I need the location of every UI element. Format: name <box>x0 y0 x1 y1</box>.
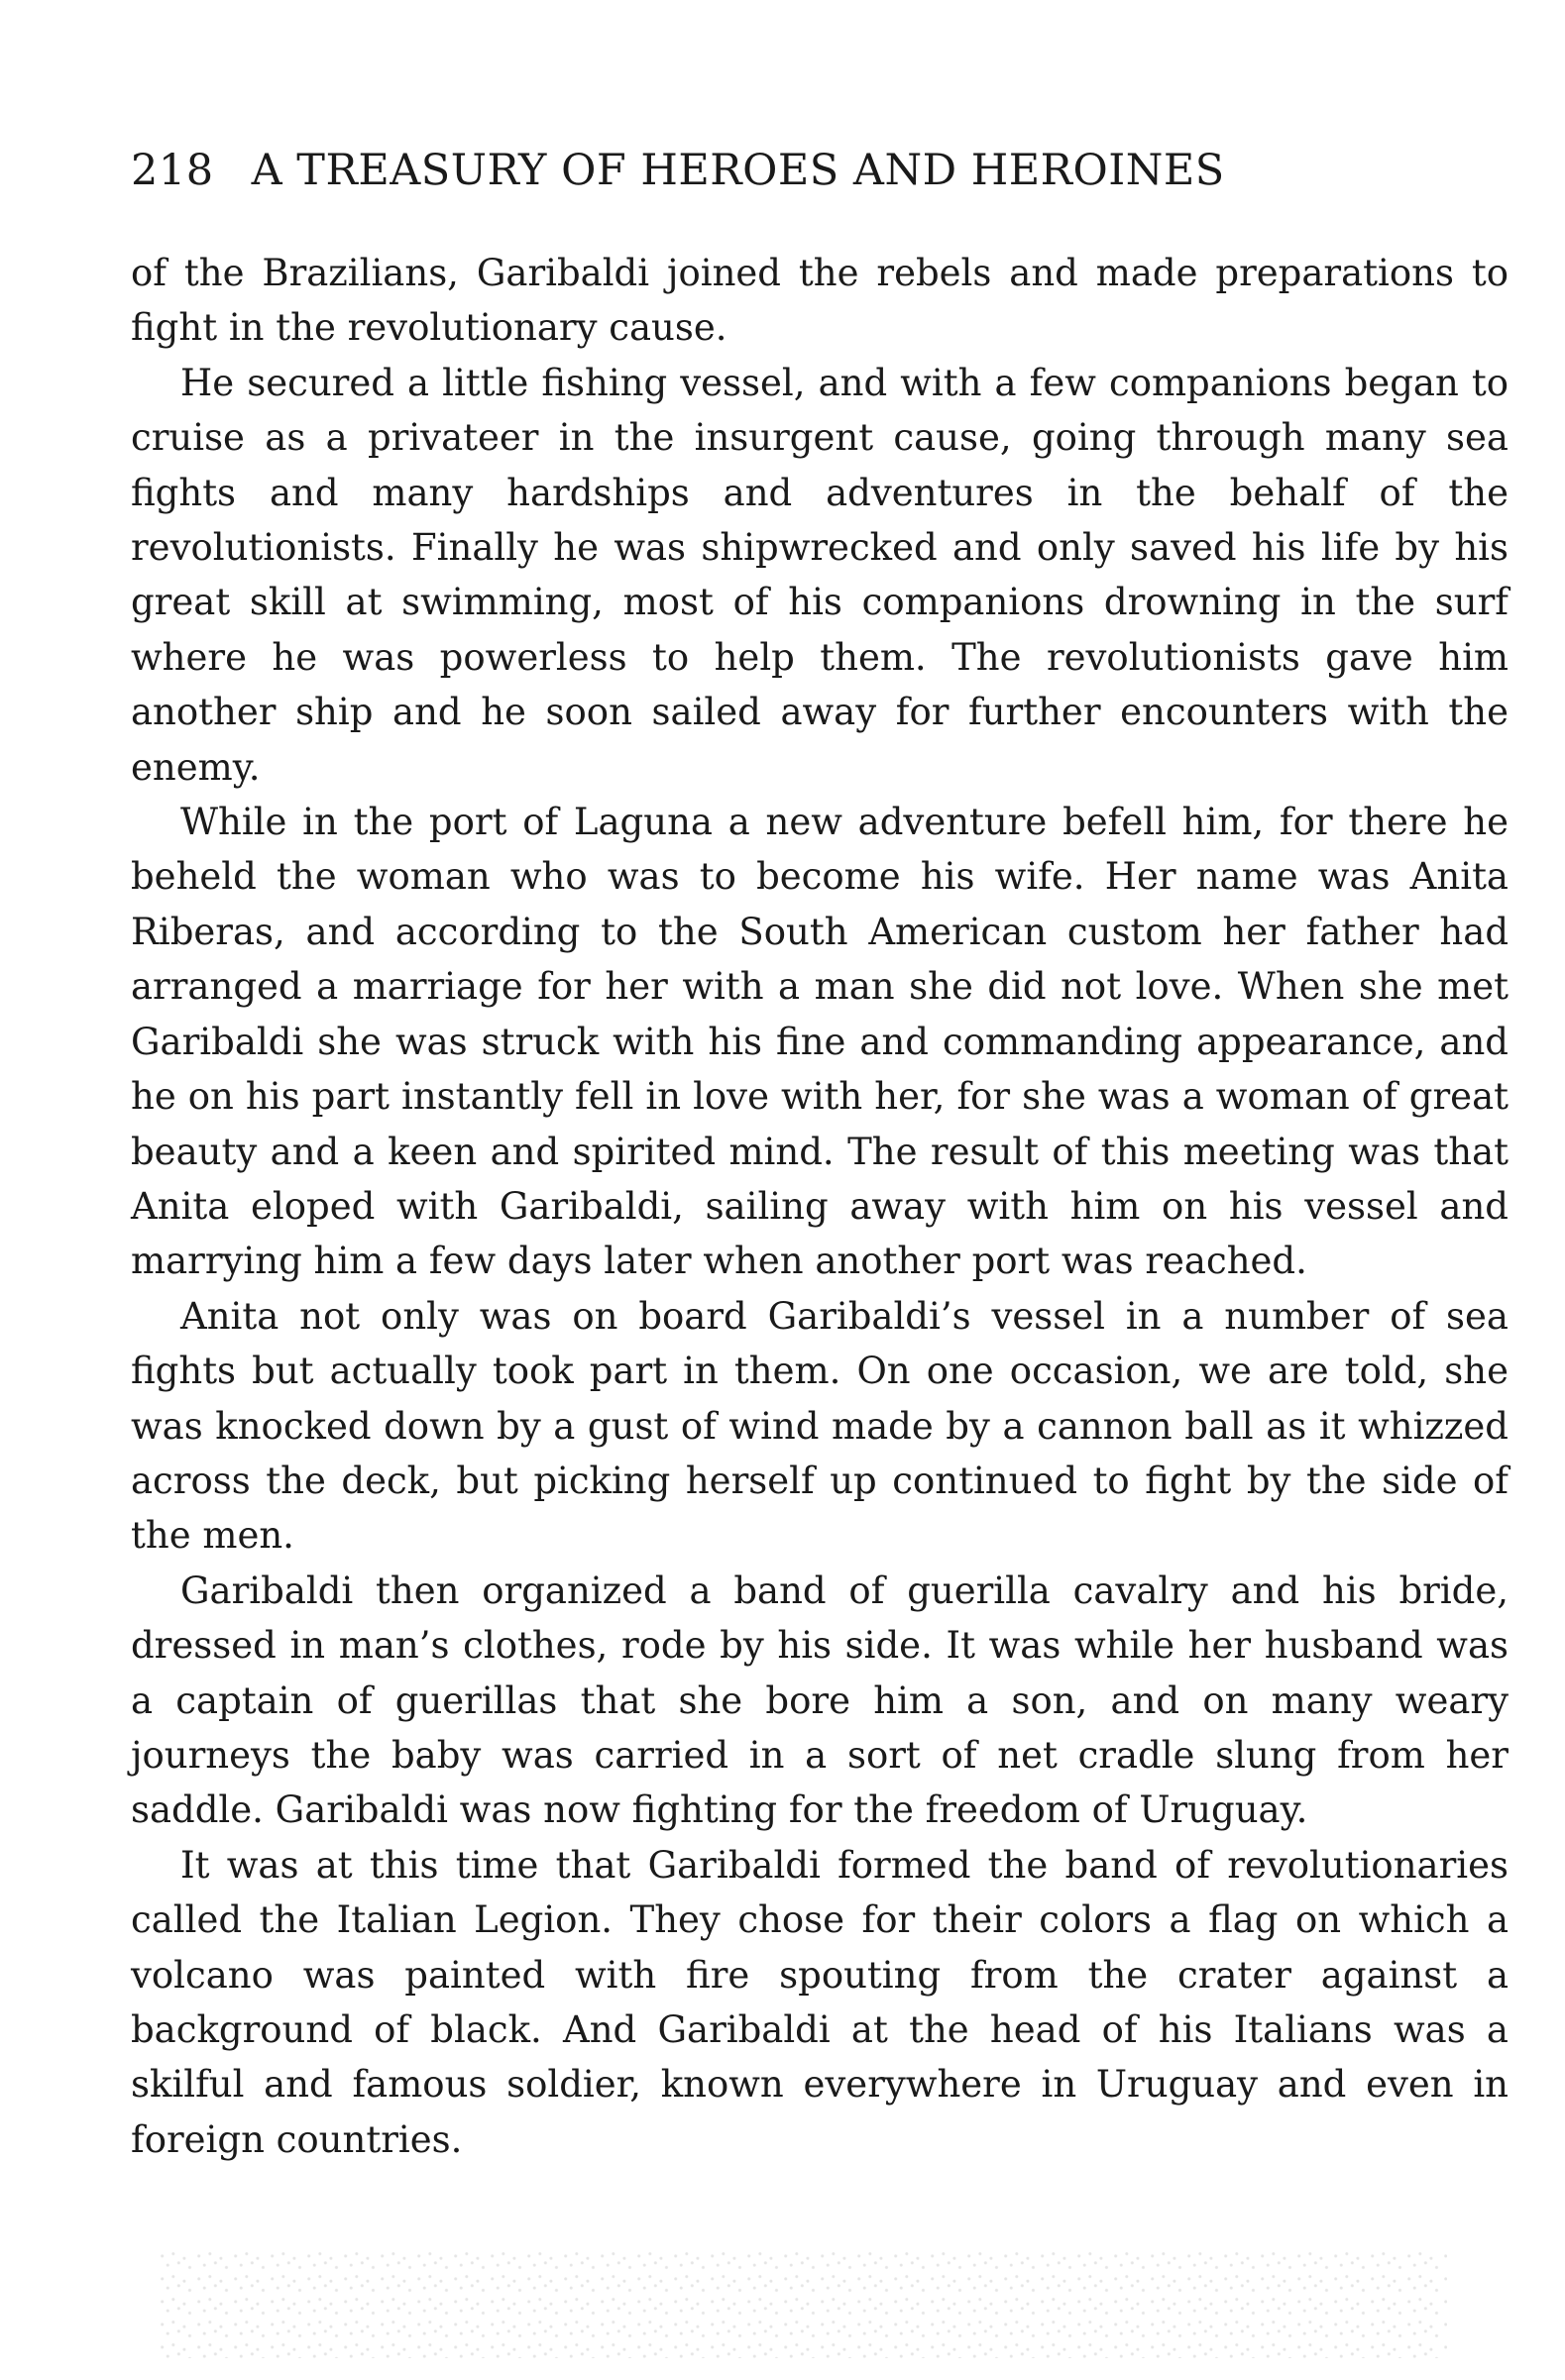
running-title: A TREASURY OF HEROES AND HEROINES <box>251 146 1225 195</box>
paragraph: It was at this time that Garibaldi formed the band of revolutionaries called the Italian Legion. They chose for their colors a flag on which a volcano was painted with fire spouting from the crater against a background of black. And Garibaldi at the head of his Italians was a skilful and famous soldier, known everywhere in Uruguay and even in foreign countries. <box>131 1843 1509 2161</box>
paper-speckle <box>159 2249 1447 2358</box>
paragraph: While in the port of Laguna a new adventure befell him, for there he beheld the woman who was to become his wife. Her name was Anita Riberas, and according to the South American custom her father had arranged a marriage for her with a man she did not love. When she met Garibaldi she was struck with his fine and commanding appearance, and he on his part instantly fell in love with her, for she was a woman of great beauty and a keen and spirited mind. The result of this meeting was that Anita eloped with Garibaldi, sailing away with him on his vessel and marrying him a few days later when another port was reached. <box>131 801 1509 1283</box>
paragraph: He secured a little fishing vessel, and with a few companions began to cruise as a privateer in the insurgent cause, going through many sea fights and many hardships and adventures in the behalf of the revolutionists. Finally he was shipwrecked and only saved his life by his great skill at swimming, most of his companions drowning in the surf where he was powerless to help them. The revolutionists gave him another ship and he soon sailed away for further encounters with the enemy. <box>131 361 1509 789</box>
running-header <box>131 147 1518 194</box>
paragraph-continued: of the Brazilians, Garibaldi joined the rebels and made preparations to fight in the revolutionary cause. <box>131 252 1509 350</box>
page-number: 218 <box>131 146 214 195</box>
paragraph: Anita not only was on board Garibaldi’s vessel in a number of sea fights but actually took part in them. On one occasion, we are told, she was knocked down by a gust of wind made by a cannon ball as it whizzed across the deck, but picking herself up continued to fight by the side of the men. <box>131 1294 1509 1558</box>
body-text <box>131 246 1509 2167</box>
paragraph: Garibaldi then organized a band of guerilla cavalry and his bride, dressed in man’s clothes, rode by his side. It was while her husband was a captain of guerillas that she bore him a son, and on many weary journeys the baby was carried in a sort of net cradle slung from her saddle. Garibaldi was now fighting for the freedom of Uruguay. <box>131 1569 1509 1832</box>
